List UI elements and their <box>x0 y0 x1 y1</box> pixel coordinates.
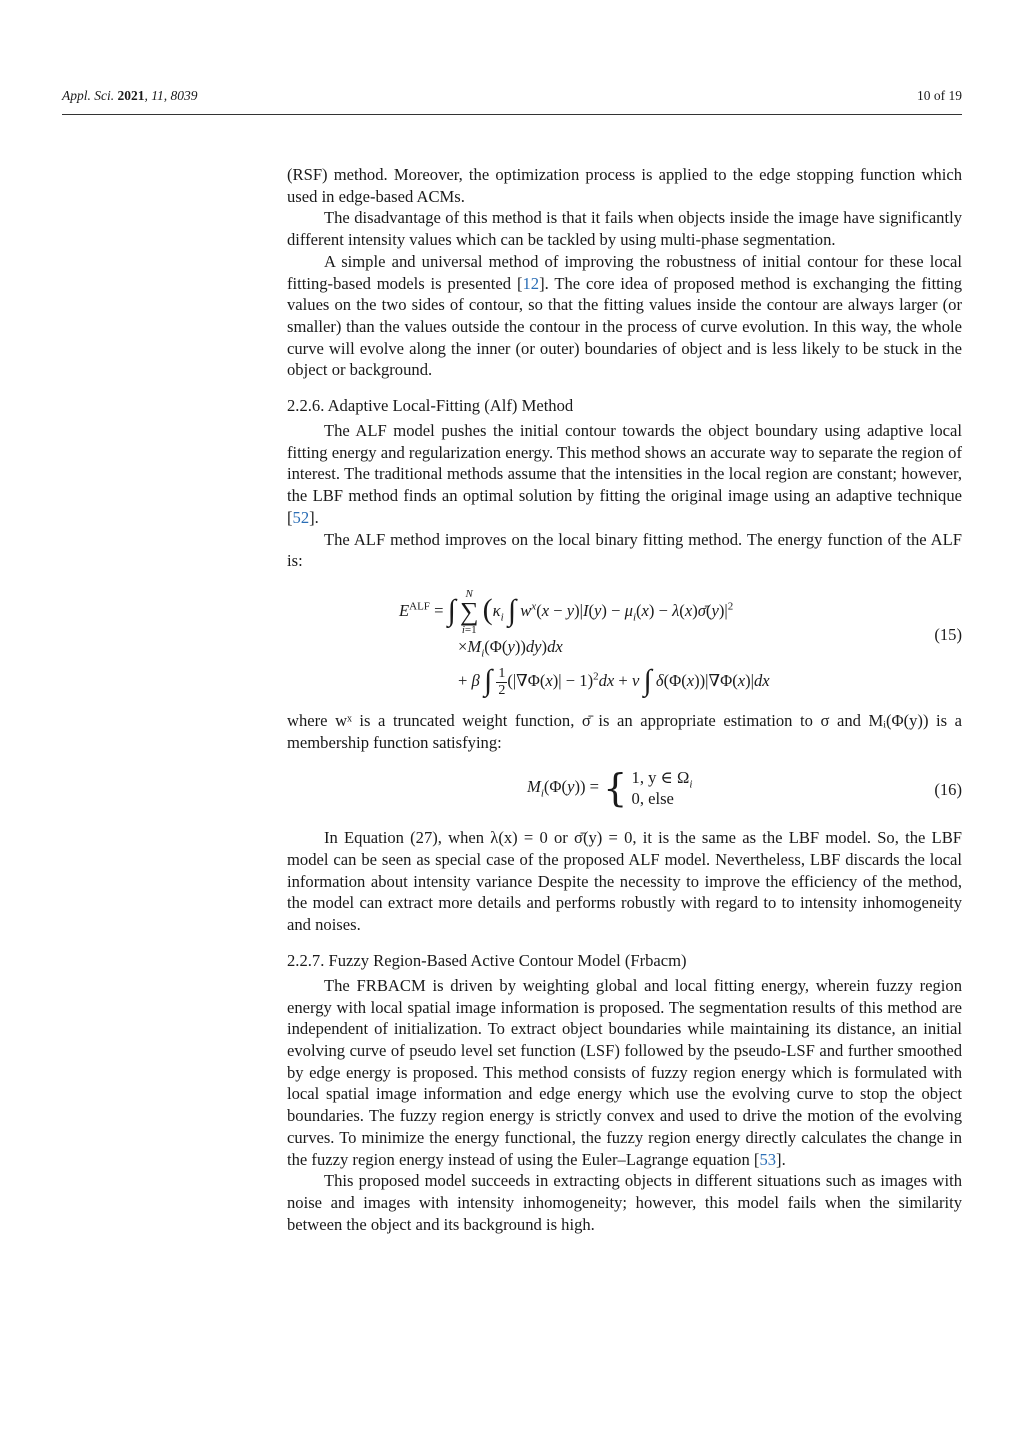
header-rule <box>62 114 962 115</box>
paragraph: In Equation (27), when λ(x) = 0 or σ̄(y) = 0, it is the same as the LBF model. So, the LBF model can be seen as special case of the proposed ALF model. Nevertheless, LBF discards the local information about intensity variance Despite the necessity to improve the efficiency of the method, the model can extract more details and performs robustly with regard to to intensity inhomogeneity and noises. <box>287 828 962 935</box>
paragraph: This proposed model succeeds in extracting objects in different situations such as images with noise and images with intensity inhomogeneity; however, this model fails when the similarity between the object and its background is high. <box>287 1171 962 1234</box>
paragraph: The FRBACM is driven by weighting global and local fitting energy, wherein fuzzy region energy with local spatial image information is proposed. The segmentation results of this method are independent of initialization. To extract object boundaries while maintaining its distance, an initial evolving curve of pseudo level set function (LSF) followed by the pseudo-LSF and further smoothed by edge energy is proposed. This method consists of fuzzy region energy which is formulated with local spatial image information and edge energy which use the evolving curve to stop the object boundaries. The fuzzy region energy is strictly convex and used to drive the motion of the evolving curves. To minimize the energy functional, the fuzzy region energy directly calculates the change in the fuzzy region energy instead of using the Euler–Lagrange equation [53]. <box>287 975 962 1169</box>
equation-number: (15) <box>934 624 962 644</box>
equation-15-line1: $E^{ALF}$ = ∫ N ∑ i=1 ($\kappa_i$ ∫ $w^x(x - y)|I(y) - \mu_i(x)$ − $\lambda(x)\sigmā(y)|^2$ <box>399 587 734 636</box>
paragraph: where wˣ is a truncated weight function, σ̄ is an appropriate estimation to σ and Mᵢ(Φ(y)) is a membership function satisfying: <box>287 710 962 752</box>
section-heading: 2.2.6. Adaptive Local-Fitting (Alf) Method <box>287 396 574 416</box>
citation-link[interactable]: 53 <box>759 1149 777 1169</box>
citation-link[interactable]: 12 <box>522 273 540 293</box>
paragraph: A simple and universal method of improving the robustness of initial contour for these local fitting-based models is presented [12]. The core idea of proposed method is exchanging the fitting values on the two sides of contour, so that the fitting values inside the contour are always larger (or smaller) than the values outside the contour in the process of curve evolution. In this way, the whole curve will evolve along the inner (or outer) boundaries of object and is less likely to be stuck in the object or background. <box>287 251 962 380</box>
page-number: 10 of 19 <box>917 88 962 103</box>
equation-15-line2: $\times M_i(\Phi(y))dy)dx$ <box>458 636 563 660</box>
paragraph: The ALF model pushes the initial contour towards the object boundary using adaptive local fitting energy and regularization energy. This method shows an accurate way to separate the region of interest. The traditional methods assume that the intensities in the local region are constant; however, the LBF method finds an optimal solution by fitting the original image using an adaptive technique [52]. <box>287 421 962 527</box>
running-header <box>62 88 962 108</box>
equation-15 <box>287 578 962 704</box>
equation-15-line3: + β ∫ $\frac{1}{2}$ $(|\nabla\Phi(x)| - 1)^2dx + v$ ∫ δ(Φ(x))|∇Φ(x)|dx <box>458 663 770 698</box>
section-heading: 2.2.7. Fuzzy Region-Based Active Contour Model (Frbacm) <box>287 950 687 970</box>
paragraph: The disadvantage of this method is that it fails when objects inside the image have significantly different intensity values which can be tackled by using multi-phase segmentation. <box>287 208 962 250</box>
journal-citation: Appl. Sci. 2021, 11, 8039 <box>62 88 198 103</box>
article-body <box>287 164 962 1235</box>
equation-number: (16) <box>934 780 962 800</box>
paragraph: (RSF) method. Moreover, the optimization process is applied to the edge stopping function which used in edge-based ACMs. <box>287 165 962 206</box>
equation-16 <box>287 763 962 819</box>
equation-16-body: $M_i(\Phi(y))$ = { 1, y ∈ $\Omega_i$ 0, else <box>527 766 693 811</box>
citation-link[interactable]: 52 <box>292 507 310 527</box>
paragraph: The ALF method improves on the local binary fitting method. The energy function of the ALF is: <box>287 529 962 571</box>
